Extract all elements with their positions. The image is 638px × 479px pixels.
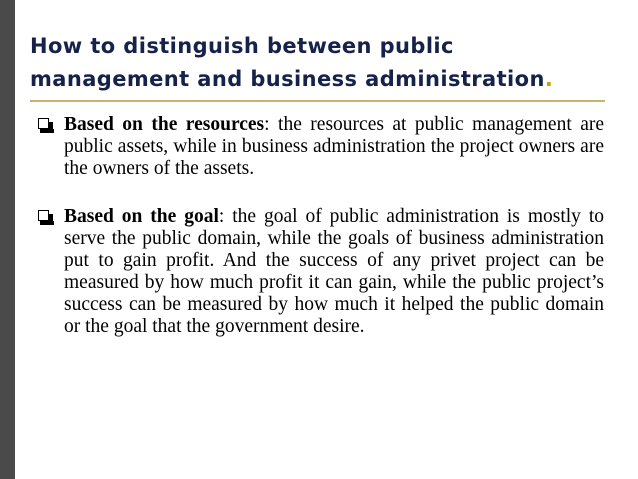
bullet-resources	[38, 114, 604, 180]
title-line-2: management and business administration	[30, 67, 545, 91]
slide-title	[30, 30, 620, 96]
bullet-text: : the goal of public administration is mostly to serve the public domain, while the goals of business administration put to gain profit. And the success of any privet project can be measured by how much profit it can gain, while the public project’s success can be measured by how much it helped the public domain or the goal that the government desire.	[64, 206, 605, 337]
bullet-goal	[38, 206, 604, 338]
title-dot: .	[544, 67, 554, 91]
square-bullet-icon	[38, 118, 49, 129]
title-line-1: How to distinguish between public	[30, 34, 454, 58]
left-edge-bar	[0, 0, 15, 479]
bullet-text: : the resources at public management are public assets, while in business administration the project owners are the owners of the assets.	[64, 114, 604, 179]
bullet-list	[38, 114, 604, 338]
bullet-lead: Based on the goal	[64, 206, 219, 227]
square-bullet-icon	[38, 210, 49, 221]
title-divider	[30, 100, 605, 102]
bullet-lead: Based on the resources	[64, 114, 265, 135]
